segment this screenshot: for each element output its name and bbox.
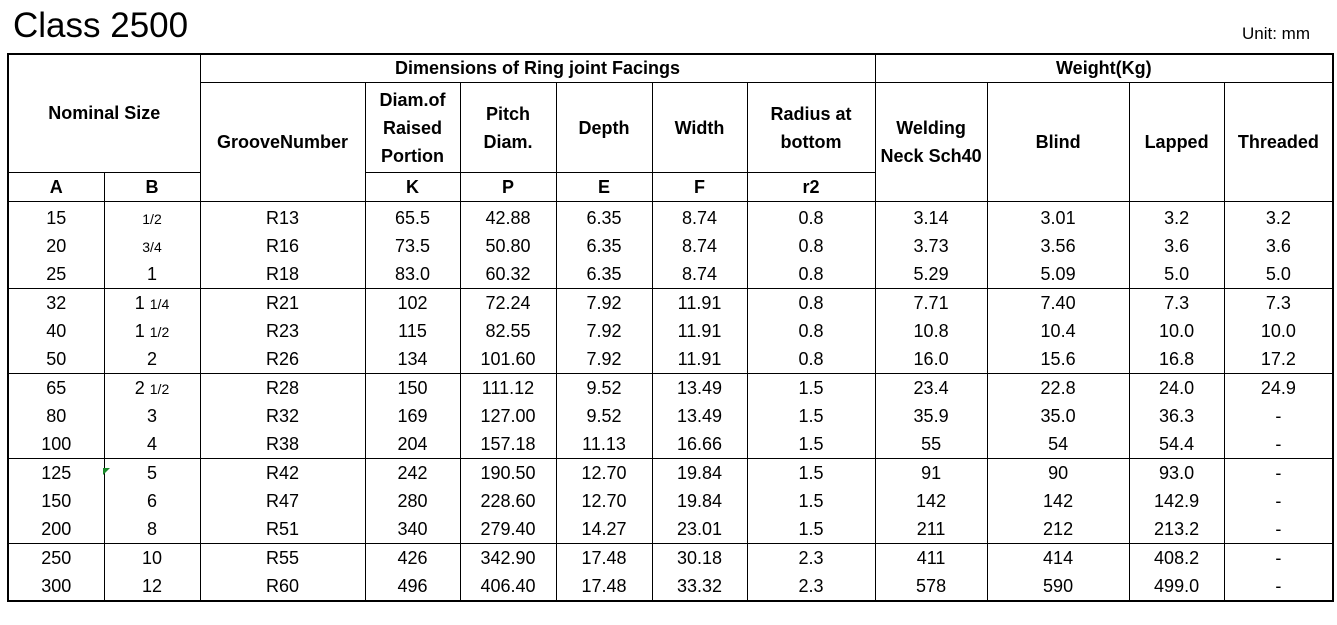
pitch-p-cell: 406.40	[460, 572, 556, 601]
nominal-a-cell: 50	[8, 345, 104, 374]
nominal-b-whole: 1	[134, 320, 150, 341]
lapped-weight-cell: 24.0	[1129, 374, 1224, 403]
depth-e-cell: 7.92	[556, 345, 652, 374]
depth-e-cell: 6.35	[556, 260, 652, 289]
threaded-weight-cell: -	[1224, 572, 1333, 601]
groove-number-cell: R42	[200, 459, 365, 488]
col-e-header: E	[556, 173, 652, 202]
width-f-cell: 11.91	[652, 289, 747, 318]
threaded-weight-cell: -	[1224, 515, 1333, 544]
groove-number-cell: R21	[200, 289, 365, 318]
welding-neck-weight-cell: 55	[875, 430, 987, 459]
table-row	[8, 402, 1333, 430]
lapped-weight-cell: 36.3	[1129, 402, 1224, 430]
col-k-header: K	[365, 173, 460, 202]
radius-r2-cell: 0.8	[747, 317, 875, 345]
blind-weight-cell: 54	[987, 430, 1129, 459]
welding-neck-weight-cell: 142	[875, 487, 987, 515]
diam-k-cell: 242	[365, 459, 460, 488]
pitch-p-cell: 60.32	[460, 260, 556, 289]
table-row	[8, 544, 1333, 573]
pitch-p-cell: 50.80	[460, 232, 556, 260]
radius-r2-cell: 0.8	[747, 260, 875, 289]
threaded-weight-cell: 10.0	[1224, 317, 1333, 345]
threaded-header: Threaded	[1224, 83, 1333, 202]
diam-k-cell: 83.0	[365, 260, 460, 289]
lapped-weight-cell: 499.0	[1129, 572, 1224, 601]
nominal-a-cell: 100	[8, 430, 104, 459]
diam-k-cell: 169	[365, 402, 460, 430]
nominal-b-fraction: 3/4	[142, 238, 162, 255]
depth-e-cell: 9.52	[556, 374, 652, 403]
nominal-b-cell	[104, 430, 200, 459]
nominal-b-cell	[104, 544, 200, 573]
depth-e-cell: 12.70	[556, 487, 652, 515]
width-f-cell: 30.18	[652, 544, 747, 573]
nominal-b-cell	[104, 459, 200, 488]
threaded-weight-cell: 5.0	[1224, 260, 1333, 289]
groove-number-cell: R32	[200, 402, 365, 430]
width-f-cell: 13.49	[652, 374, 747, 403]
lapped-weight-cell: 54.4	[1129, 430, 1224, 459]
blind-weight-cell: 22.8	[987, 374, 1129, 403]
nominal-b-cell	[104, 260, 200, 289]
nominal-b-cell	[104, 317, 200, 345]
welding-neck-weight-cell: 10.8	[875, 317, 987, 345]
diam-k-cell: 204	[365, 430, 460, 459]
threaded-weight-cell: 3.2	[1224, 202, 1333, 233]
nominal-a-cell: 40	[8, 317, 104, 345]
width-f-cell: 19.84	[652, 459, 747, 488]
blind-weight-cell: 7.40	[987, 289, 1129, 318]
table-row	[8, 487, 1333, 515]
threaded-weight-cell: -	[1224, 544, 1333, 573]
cell-comment-marker	[103, 468, 110, 475]
threaded-weight-cell: -	[1224, 402, 1333, 430]
nominal-b-fraction: 1/2	[142, 210, 162, 227]
width-f-cell: 8.74	[652, 260, 747, 289]
depth-e-cell: 6.35	[556, 202, 652, 233]
width-f-cell: 8.74	[652, 202, 747, 233]
nominal-b-cell	[104, 289, 200, 318]
diam-k-cell: 134	[365, 345, 460, 374]
lapped-header: Lapped	[1129, 83, 1224, 202]
lapped-weight-cell: 5.0	[1129, 260, 1224, 289]
nominal-a-cell: 250	[8, 544, 104, 573]
width-f-cell: 16.66	[652, 430, 747, 459]
radius-r2-cell: 1.5	[747, 402, 875, 430]
nominal-a-cell: 300	[8, 572, 104, 601]
col-f-header: F	[652, 173, 747, 202]
nominal-b-whole: 5	[146, 462, 157, 483]
lapped-weight-cell: 16.8	[1129, 345, 1224, 374]
pitch-p-cell: 157.18	[460, 430, 556, 459]
depth-e-cell: 7.92	[556, 289, 652, 318]
table-row	[8, 317, 1333, 345]
page-title: Class 2500	[13, 6, 189, 45]
diam-k-cell: 150	[365, 374, 460, 403]
blind-weight-cell: 10.4	[987, 317, 1129, 345]
table-row	[8, 289, 1333, 318]
nominal-b-whole: 3	[146, 405, 157, 426]
col-r2-header: r2	[747, 173, 875, 202]
nominal-b-whole: 10	[141, 547, 163, 568]
welding-neck-weight-cell: 578	[875, 572, 987, 601]
radius-r2-cell: 0.8	[747, 232, 875, 260]
radius-r2-cell: 2.3	[747, 572, 875, 601]
nominal-a-cell: 65	[8, 374, 104, 403]
nominal-b-cell	[104, 345, 200, 374]
blind-weight-cell: 15.6	[987, 345, 1129, 374]
radius-r2-cell: 1.5	[747, 430, 875, 459]
weight-group-header: Weight(Kg)	[875, 54, 1333, 83]
width-f-cell: 8.74	[652, 232, 747, 260]
radius-r2-cell: 1.5	[747, 374, 875, 403]
table-row	[8, 260, 1333, 289]
blind-weight-cell: 3.56	[987, 232, 1129, 260]
threaded-weight-cell: -	[1224, 430, 1333, 459]
pitch-p-cell: 82.55	[460, 317, 556, 345]
depth-e-cell: 9.52	[556, 402, 652, 430]
blind-weight-cell: 212	[987, 515, 1129, 544]
width-f-cell: 13.49	[652, 402, 747, 430]
lapped-weight-cell: 213.2	[1129, 515, 1224, 544]
table-body	[8, 202, 1333, 602]
groove-number-cell: R13	[200, 202, 365, 233]
diam-k-cell: 73.5	[365, 232, 460, 260]
table-row	[8, 430, 1333, 459]
radius-r2-cell: 1.5	[747, 515, 875, 544]
nominal-a-cell: 15	[8, 202, 104, 233]
blind-weight-cell: 3.01	[987, 202, 1129, 233]
nominal-b-cell	[104, 487, 200, 515]
nominal-b-whole: 6	[146, 490, 157, 511]
nominal-size-header: Nominal Size	[8, 54, 200, 173]
table-row	[8, 374, 1333, 403]
welding-neck-weight-cell: 3.14	[875, 202, 987, 233]
nominal-b-whole: 12	[141, 575, 163, 596]
threaded-weight-cell: -	[1224, 487, 1333, 515]
col-b-header: B	[104, 173, 200, 202]
depth-e-cell: 11.13	[556, 430, 652, 459]
depth-e-cell: 7.92	[556, 317, 652, 345]
blind-header: Blind	[987, 83, 1129, 202]
nominal-a-cell: 200	[8, 515, 104, 544]
groove-number-cell: R51	[200, 515, 365, 544]
nominal-b-fraction: 1/4	[149, 295, 170, 312]
welding-neck-weight-cell: 3.73	[875, 232, 987, 260]
lapped-weight-cell: 142.9	[1129, 487, 1224, 515]
blind-weight-cell: 590	[987, 572, 1129, 601]
width-f-cell: 23.01	[652, 515, 747, 544]
width-f-cell: 19.84	[652, 487, 747, 515]
threaded-weight-cell: 17.2	[1224, 345, 1333, 374]
welding-neck-weight-cell: 23.4	[875, 374, 987, 403]
blind-weight-cell: 5.09	[987, 260, 1129, 289]
col-a-header: A	[8, 173, 104, 202]
width-header: Width	[652, 83, 747, 173]
radius-r2-cell: 1.5	[747, 459, 875, 488]
welding-neck-weight-cell: 35.9	[875, 402, 987, 430]
table-row	[8, 345, 1333, 374]
lapped-weight-cell: 3.6	[1129, 232, 1224, 260]
depth-e-cell: 17.48	[556, 544, 652, 573]
pitch-p-cell: 342.90	[460, 544, 556, 573]
groove-number-cell: R26	[200, 345, 365, 374]
lapped-weight-cell: 93.0	[1129, 459, 1224, 488]
nominal-b-whole: 1	[146, 263, 157, 284]
width-f-cell: 11.91	[652, 345, 747, 374]
radius-r2-cell: 0.8	[747, 289, 875, 318]
diam-k-cell: 115	[365, 317, 460, 345]
nominal-a-cell: 20	[8, 232, 104, 260]
width-f-cell: 33.32	[652, 572, 747, 601]
nominal-b-whole: 1	[134, 292, 150, 313]
nominal-b-fraction: 1/2	[149, 323, 170, 340]
table-row	[8, 232, 1333, 260]
welding-neck-header: Welding Neck Sch40	[875, 83, 987, 202]
nominal-b-cell	[104, 572, 200, 601]
groove-number-cell: R16	[200, 232, 365, 260]
blind-weight-cell: 90	[987, 459, 1129, 488]
dimensions-group-header: Dimensions of Ring joint Facings	[200, 54, 875, 83]
threaded-weight-cell: 7.3	[1224, 289, 1333, 318]
nominal-a-cell: 32	[8, 289, 104, 318]
diam-k-cell: 102	[365, 289, 460, 318]
nominal-a-cell: 80	[8, 402, 104, 430]
nominal-b-fraction: 1/2	[149, 380, 170, 397]
table-row	[8, 202, 1333, 233]
nominal-b-cell	[104, 232, 200, 260]
radius-r2-cell: 1.5	[747, 487, 875, 515]
diam-raised-header: Diam.of Raised Portion	[365, 83, 460, 173]
radius-header: Radius at bottom	[747, 83, 875, 173]
groove-number-cell: R55	[200, 544, 365, 573]
col-p-header: P	[460, 173, 556, 202]
depth-e-cell: 17.48	[556, 572, 652, 601]
blind-weight-cell: 142	[987, 487, 1129, 515]
nominal-b-cell	[104, 402, 200, 430]
diam-k-cell: 65.5	[365, 202, 460, 233]
diam-k-cell: 340	[365, 515, 460, 544]
welding-neck-weight-cell: 211	[875, 515, 987, 544]
pitch-p-cell: 72.24	[460, 289, 556, 318]
depth-e-cell: 6.35	[556, 232, 652, 260]
nominal-b-cell	[104, 374, 200, 403]
threaded-weight-cell: -	[1224, 459, 1333, 488]
nominal-b-whole: 2	[146, 348, 157, 369]
threaded-weight-cell: 24.9	[1224, 374, 1333, 403]
groove-number-header: GrooveNumber	[200, 83, 365, 202]
pitch-p-cell: 101.60	[460, 345, 556, 374]
width-f-cell: 11.91	[652, 317, 747, 345]
groove-number-cell: R18	[200, 260, 365, 289]
pitch-diam-header: Pitch Diam.	[460, 83, 556, 173]
pitch-p-cell: 228.60	[460, 487, 556, 515]
nominal-b-cell	[104, 515, 200, 544]
groove-number-cell: R23	[200, 317, 365, 345]
lapped-weight-cell: 3.2	[1129, 202, 1224, 233]
nominal-a-cell: 125	[8, 459, 104, 488]
pitch-p-cell: 279.40	[460, 515, 556, 544]
welding-neck-weight-cell: 16.0	[875, 345, 987, 374]
blind-weight-cell: 414	[987, 544, 1129, 573]
lapped-weight-cell: 10.0	[1129, 317, 1224, 345]
pitch-p-cell: 42.88	[460, 202, 556, 233]
table-row	[8, 459, 1333, 488]
nominal-b-cell	[104, 202, 200, 233]
diam-k-cell: 426	[365, 544, 460, 573]
pitch-p-cell: 190.50	[460, 459, 556, 488]
groove-number-cell: R28	[200, 374, 365, 403]
depth-e-cell: 12.70	[556, 459, 652, 488]
nominal-a-cell: 150	[8, 487, 104, 515]
lapped-weight-cell: 408.2	[1129, 544, 1224, 573]
pitch-p-cell: 111.12	[460, 374, 556, 403]
depth-header: Depth	[556, 83, 652, 173]
diam-k-cell: 496	[365, 572, 460, 601]
nominal-b-whole: 8	[146, 518, 157, 539]
radius-r2-cell: 0.8	[747, 202, 875, 233]
radius-r2-cell: 0.8	[747, 345, 875, 374]
welding-neck-weight-cell: 5.29	[875, 260, 987, 289]
groove-number-cell: R60	[200, 572, 365, 601]
diam-k-cell: 280	[365, 487, 460, 515]
nominal-b-whole: 2	[134, 377, 150, 398]
class-2500-table	[7, 53, 1334, 602]
welding-neck-weight-cell: 7.71	[875, 289, 987, 318]
table-row	[8, 515, 1333, 544]
groove-number-cell: R47	[200, 487, 365, 515]
depth-e-cell: 14.27	[556, 515, 652, 544]
threaded-weight-cell: 3.6	[1224, 232, 1333, 260]
pitch-p-cell: 127.00	[460, 402, 556, 430]
table-row	[8, 572, 1333, 601]
radius-r2-cell: 2.3	[747, 544, 875, 573]
groove-number-cell: R38	[200, 430, 365, 459]
unit-label: Unit: mm	[1242, 24, 1310, 43]
lapped-weight-cell: 7.3	[1129, 289, 1224, 318]
nominal-a-cell: 25	[8, 260, 104, 289]
welding-neck-weight-cell: 91	[875, 459, 987, 488]
welding-neck-weight-cell: 411	[875, 544, 987, 573]
blind-weight-cell: 35.0	[987, 402, 1129, 430]
nominal-b-whole: 4	[146, 433, 157, 454]
